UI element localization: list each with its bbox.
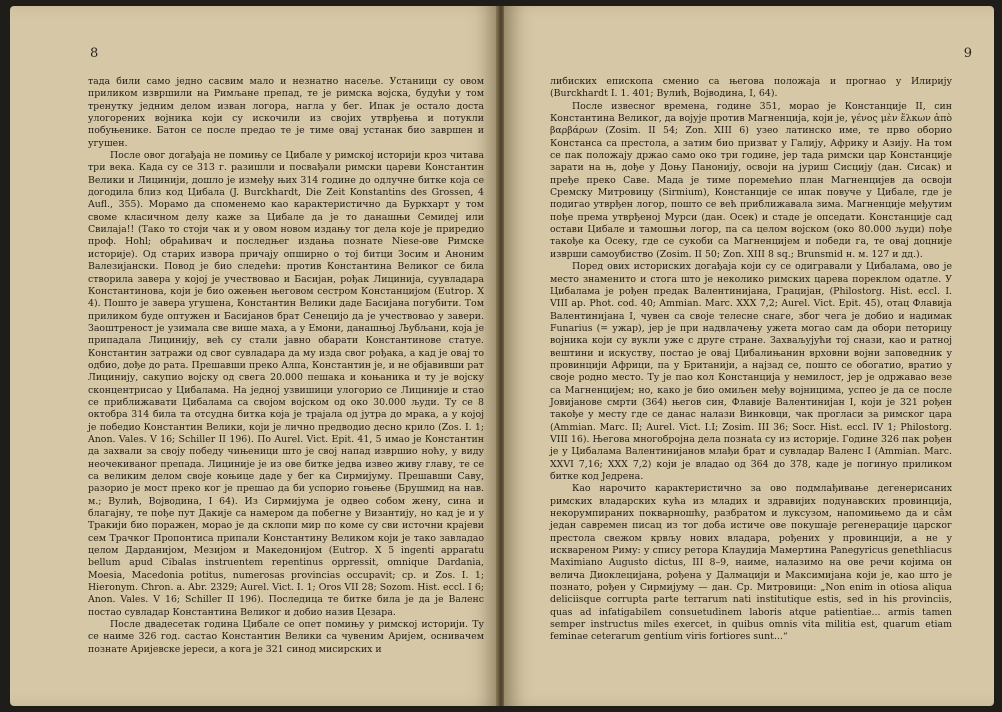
paragraph: После двадесетак година Цибале се опет помињу у римској историји. Ту се наиме 326 год. састао Константин Велики са чувеним Аријем, оснивачем познате Аријевске јереси, а кога је 321 синод мисирских и [88, 619, 484, 655]
paragraph: После овог догађаја не помињу се Цибале у римској историји кроз читава три века. Када су се 313 г. разишли и посвађали римски цареви Константин Велики и Лицинији, дошло је између њих 314 године до одлучне битке која се догодила близ код Цибала (J. Burckhardt, Die Zeit Konstantins des Grossen, 4 Aufl., 355). Морамо да споменемо као карактеристично да Буркхарт у том своме класичном делу каже за Цибале да је то данашњи Семидеј или Свилаја!! (Тако то стоји чак и у овом новом издању тог дела које је приредио проф. Hohl; обраћивач и последњег издања познате Niese-ове Римске историје). Од старих извора причају опширно о тој битци Зосим и Аноним Валезијански. Повод је био следећи: против Константина Великог се била створила завера у којој је учествовао и Басијан, рођак Лицинија, суувладара Константинова, који је био ожењен његовом сестром Констанцијом (Eutrop. X 4). Пошто је завера угушена, Константин Велики даде Басијана погубити. Том приликом буде оптужен и Басијанов брат Сенецијо да је учествовао у завери. Заоштреност је узимала све више маха, а у Емони, данашњој Љубљани, која је припадала Лицинију, већ су стали јавно обарати Константинове статуе. Константин затражи од свог сувладара да му изда свог рођака, а кад је овај то одбио, дође до рата. Прешавши преко Алпа, Константин је, и не објавивши рат Лицинију, сакупио војску од свега 20.000 пешака и коњаника и ту је војску сконцентрисао у Цибалама. На једној узвишици улогорио се Лициније и стао се приближавати Цибалама са својом војском од око 30.000 људи. Ту се 8 октобра 314 била та отсудна битка која је трајала од јутра до мрака, а у којој је победио Константин Велики, који је лично предводио десно крило (Zos. I. 1; Anon. Vales. V 16; Schiller II 196). По Aurel. Vict. Epit. 41, 5 имао је Константин да захвали за своју победу чињеници што је свој напад извршио ноћу, у виду неочекиваног препада. Лициније је из ове битке једва извео живу главу, те се са великим делом своје коњице даде у бег ка Сирмијуму. Прешавши Саву, разорио је мост преко ког је прешао да би успорио гоњење (Брушмид на нав. м.; Вулић, Војводина, I 64). Из Сирмијума је одвео собом жену, сина и благајну, те пође пут Дакије са намером да побегне у Византију, но кад је и у Тракији био поражен, морао је да склопи мир по коме су сви источни крајеви сем Трачког Пропонтиса припали Константину Великом који је тако завладао целом Дарданијом, Мезијом и Македонијом (Eutrop. X 5 ingenti apparatu bellum apud Cibalas instruentem repentinus oppressit, omnique Dardania, Moesia, Macedonia potitus, numerosas provincias occupavit; cp. и Zos. I. 1; Hieronym. Chron. a. Abr. 2329; Aurel. Vict. I. 1; Oros VII 28; Sozom. Hist. eccl. I 6; Anon. Vales. V 16; Schiller II 196). Последица те битке била је да је Валенс постао сувладар Константина Великог и добио назив Цезара. [88, 150, 484, 618]
paragraph: тада били само једно сасвим мало и незнатно насеље. Устаници су овом приликом извршили на Римљане препад, те је римска војска, будући у том тренутку једним делом изван логора, нагла у бег. Ипак је остало доста улогорених војника који су искочили из својих утврђења и потукли побуњенике. Батон се после предао те је тиме овај устанак био завршен и угушен. [88, 76, 484, 149]
page-body [88, 76, 484, 656]
left-page [10, 6, 498, 706]
paragraph: Поред ових историских догађаја који су се одигравали у Цибалама, ово је место знаменито и стога што је неколико римских царева пореклом одатле. У Цибалама је рођен предак Валентинијана, Грацијан, (Philostorg. Hist. eccl. I. VIII ap. Phot. cod. 40; Ammian. Marc. XXX 7,2; Aurel. Vict. Epit. 45), отац Флавија Валентинијана I, чувен са своје телесне снаге, због чега је добио и надимак Funarius (= ужар), јер је при надвлачењу ужета могао сам да обори петорицу војника који су вукли уже с друге стране. Захваљујући тој снази, као и ратној вештини и искуству, постао је овај Цибалињанин врховни војни заповедник у провинцији Африци, па у Британији, а најзад се, пошто се обогатио, вратио у своје родно место. Ту је пао кол Констанција у немилост, јер је одржавао везе са Магненцијем; но, како је био омиљен међу војницима, успео је да се после Јовијанове смрти (364) његов син, Флавије Валентинијан I, који је 321 рођен такође у месту где се данас налази Винковци, чак прогласи за римског цара (Ammian. Marc. II; Aurel. Vict. I.I; Zosim. III 36; Socr. Hist. eccl. IV 1; Philostorg. VIII 16). Његова многобројна дела познаta су из историје. Године 326 пак рођен је у Цибалама Валентинијанов млађи брат и сувладар Валенс I (Ammian. Marc. XXVI 7,16; XXX 7,2) који је владао од 364 до 378, каде је погинуо приликом битке код Једрена. [550, 261, 952, 482]
paragraph: либиских епископа сменио са његова положаја и прогнао у Илирију (Burckhardt I. 1. 401; Вулић, Војводина, I, 64). [550, 76, 952, 100]
page-number: 8 [90, 46, 99, 61]
page-number: 9 [963, 46, 972, 61]
paragraph: После извесног времена, године 351, морао је Констанције II, син Константина Великог, да војује против Магненција, који је, γένος μὲν ἕλκων ἀπὸ βαρβάρων (Zosim. II 54; Zon. XIII 6) узео латинско име, те прво оборио Констанса са престола, а затим био призват у Галију, Африку и Азију. На том се пак положају држао само око три године, јер тада римски цар Констанције зарати на њ, дође у Доњу Панонију, освоји на јуриш Сисцију (дан. Сисак) и пређе преко Саве. Мада је тиме поремећио план Магненцијев да освоји Сремску Митровицу (Sirmium), Констанције се ипак повуче у Цибале, где је подигао утврђен логор, пошто се већ приближавала зима. Магненције међутим пође према утврђеној Мурси (дан. Осек) и стаде је опседати. Констанције сад остави Цибале и тамошњи логор, па са целом војском (око 80.000 људи) пође такође ка Осеку, где се сукоби са Магненцијем и победи га, те овај доцније изврши самоубиство (Zosim. II 50; Zon. XIII 8 sq.; Brunsmid н. м. 127 и дд.). [550, 100, 952, 260]
page-body [550, 76, 952, 644]
right-page [504, 6, 994, 706]
paragraph: Као нарочито карактеристично за ово подмлађивање дегенерисаних римских владарских кућа из младих и здравијих подунавских провинција, некорумпираних покварношћу, разбратом и луксузом, напомињемо да и сâм један савремен писац из тог доба истиче ове покушаје регенерације царског престола свежом крвљу нових владара, рођених у провинцији, а не у искваpеном Риму: у спису ретора Клаудија Мамертина Panegyricus genethliacus Maximiano Augusto dictus, III 8–9, наиме, налазимо на ове речи којима он велича Диоклецијана, рођена у Далмацији и Максимијана који је, као што је познато, рођен у Сирмијуму — дан. Ср. Митровици: „Non enim in otiosa aliqua deliciisque corrupta parte terrarum nati institutique estis, sed in his provinciis, quas ad infatigabilem consuetudinem laboris atque patientiae... armis tamen semper instructus miles exercet, in quibus omnis vita militia est, quarum etiam feminae ceterarum gentium viris fortiores sunt...“ [550, 483, 952, 643]
